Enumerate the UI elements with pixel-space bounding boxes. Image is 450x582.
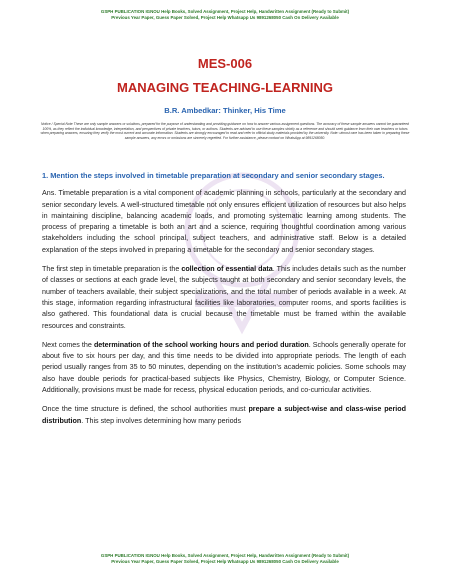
course-code: MES-006 — [197, 56, 253, 71]
disclaimer-notice: Notice / Special Note These are only sample answers or solutions, prepared for the purpose of understanding and providing guidance on how to answer various assignment questions. The accuracy of these sample answers cannot be guaranteed 100%, as they reflect the individual knowledge, interpretation, and perspectives of private teachers, tutors, or authors. Students are advised to use these samples strictly as a reference and should seek guidance from their own teachers or tutors when preparing answers, ensuring they verify the most current and accurate information. Students are strongly encouraged to read and refer to official study materials provided by the university. Note: utmost care has been taken in preparing these sample answers, any errors or omissions are sincerely regretted. For further assistance, please contact on WhatsApp at 9891268050. — [40, 122, 410, 141]
paragraph-emphasis: prepare a subject-wise and class-wise period distribution — [42, 405, 407, 425]
answer-content — [42, 170, 406, 435]
answer-paragraph-2 — [42, 264, 406, 332]
paragraph-text: Once the time structure is defined, the school authorities must — [42, 405, 249, 414]
page-header — [10, 9, 440, 21]
question-heading: 1. Mention the steps involved in timetable preparation at secondary and senior secondary stages. — [42, 171, 385, 180]
header-line-2: Previous Year Paper, Guess Paper Solved, Project Help Whatsapp Us 9891268050 Cash On Delivery Available — [111, 15, 339, 20]
answer-paragraph-3 — [42, 340, 406, 396]
document-title: MANAGING TEACHING-LEARNING — [117, 80, 333, 95]
page-footer — [10, 553, 440, 565]
answer-paragraph-1: Ans. Timetable preparation is a vital component of academic planning in schools, particularly at the secondary and senior secondary levels. A well-structured timetable not only ensures efficient utilization of resources but also helps in maintaining discipline, balancing academic loads, and promoting systematic learning among students. The process of preparing a timetable is both an art and a science, requiring thoughtful coordination among various stakeholders including the school principal, subject teachers, and administrative staff. Below is a detailed explanation of the steps involved in preparing a timetable for the secondary and senior secondary stages. — [42, 189, 406, 254]
footer-line-1: GSPH PUBLICATION IGNOU Help Books, Solved Assignment, Project Help, Handwritten Assignment (Ready to Submit) — [100, 553, 350, 558]
answer-paragraph-4 — [42, 404, 406, 427]
paragraph-text: Next comes the — [42, 340, 94, 349]
paragraph-text: . Schools generally operate for about five to six hours per day, and this time needs to be divided into appropriate periods. The length of each period usually ranges from 35 to 50 minutes, depending on the institution's academic policies. Some schools may also have double periods for practical-based subjects like Physics, Chemistry, Biology, or Computer Science. Additionally, provisions must be made for recess, physical education periods, and co-curricular activities. — [42, 340, 406, 395]
paragraph-text: . This step involves determining how many periods — [81, 416, 242, 425]
paragraph-text: The first step in timetable preparation is the — [42, 265, 182, 274]
footer-line-2: Previous Year Paper, Guess Paper Solved, Project Help Whatsapp Us 9891268050 Cash On Delivery Available — [111, 559, 339, 564]
paragraph-emphasis: collection of essential data — [181, 265, 273, 274]
paragraph-text: . This includes details such as the number of classes or sections at each grade level, the subjects taught at both secondary and senior secondary levels, the number of teachers available, their subject specializations, and the total number of periods available in a week. At this stage, information regarding infrastructural facilities like laboratories, computer rooms, and sports facilities is also gathered. This foundational data is crucial because the timetable must be framed within the available resources and constraints. — [42, 265, 406, 330]
document-subtitle: B.R. Ambedkar: Thinker, His Time — [164, 106, 286, 115]
paragraph-emphasis: determination of the school working hours and period duration — [93, 340, 309, 349]
header-line-1: GSPH PUBLICATION IGNOU Help Books, Solved Assignment, Project Help, Handwritten Assignment (Ready to Submit) — [100, 9, 350, 14]
